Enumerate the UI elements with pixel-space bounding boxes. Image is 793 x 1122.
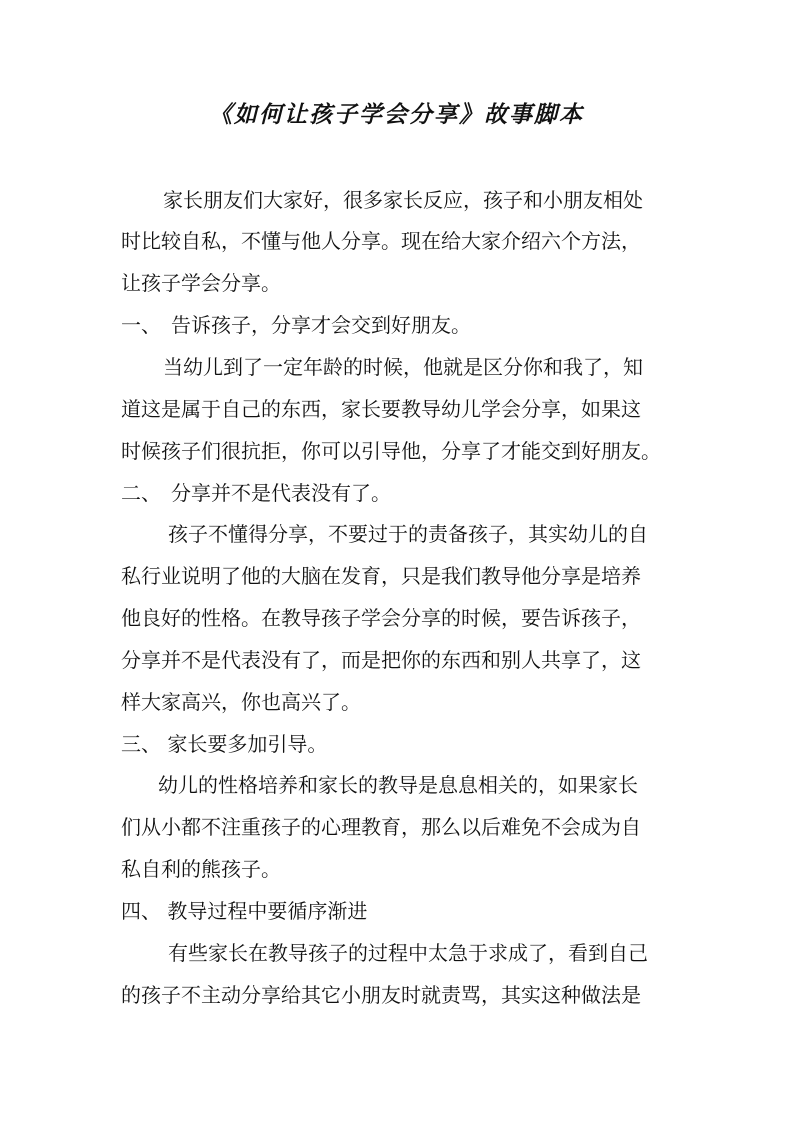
paragraph-line: 私自利的熊孩子。 <box>121 857 281 881</box>
paragraph-line: 家长朋友们大家好，很多家长反应，孩子和小朋友相处 <box>163 188 643 212</box>
paragraph-line: 样大家高兴，你也高兴了。 <box>121 690 361 714</box>
section-heading-3: 三、 家长要多加引导。 <box>121 732 328 756</box>
paragraph-line: 当幼儿到了一定年龄的时候，他就是区分你和我了，知 <box>163 355 643 379</box>
paragraph-line: 私行业说明了他的大脑在发育，只是我们教导他分享是培养 <box>121 564 641 588</box>
paragraph-line: 分享并不是代表没有了，而是把你的东西和别人共享了，这 <box>121 648 641 672</box>
paragraph-line: 有些家长在教导孩子的过程中太急于求成了，看到自己 <box>168 941 648 965</box>
document-title: 《如何让孩子学会分享》故事脚本 <box>209 101 584 128</box>
paragraph-line: 孩子不懂得分享，不要过于的责备孩子，其实幼儿的自 <box>168 522 648 546</box>
paragraph-line: 的孩子不主动分享给其它小朋友时就责骂，其实这种做法是 <box>121 983 641 1007</box>
section-heading-4: 四、 教导过程中要循序渐进 <box>121 899 368 923</box>
paragraph-line: 他良好的性格。在教导孩子学会分享的时候，要告诉孩子， <box>121 606 641 630</box>
section-heading-2: 二、 分享并不是代表没有了。 <box>121 481 391 505</box>
paragraph-line: 时比较自私，不懂与他人分享。现在给大家介绍六个方法， <box>121 229 641 253</box>
paragraph-line: 幼儿的性格培养和家长的教导是息息相关的，如果家长 <box>158 773 638 797</box>
paragraph-line: 们从小都不注重孩子的心理教育，那么以后难免不会成为自 <box>121 815 641 839</box>
section-heading-1: 一、 告诉孩子，分享才会交到好朋友。 <box>121 313 471 337</box>
paragraph-line: 让孩子学会分享。 <box>121 271 281 295</box>
paragraph-line: 道这是属于自己的东西，家长要教导幼儿学会分享，如果这 <box>121 397 641 421</box>
paragraph-line: 时候孩子们很抗拒，你可以引导他，分享了才能交到好朋友。 <box>121 439 661 463</box>
